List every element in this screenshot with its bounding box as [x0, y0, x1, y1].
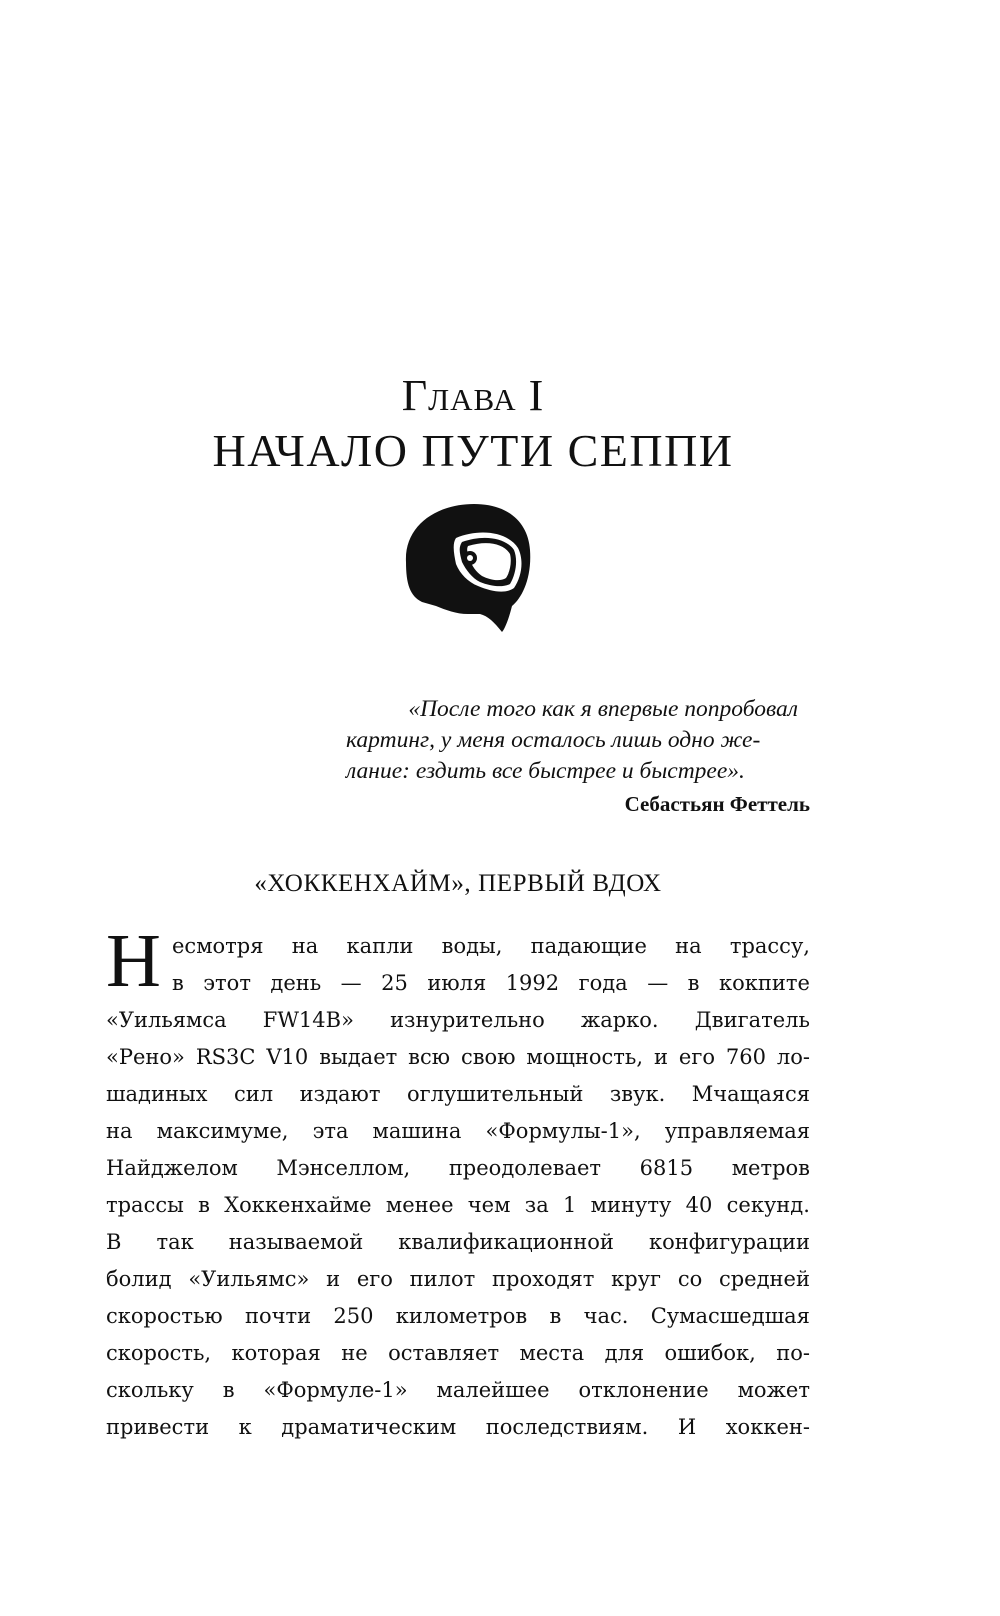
- body-word: квалификационной: [398, 1230, 614, 1254]
- body-word: и: [326, 1267, 341, 1291]
- body-line: [106, 1002, 810, 1039]
- body-word: скоростью: [106, 1304, 223, 1328]
- body-word: Мэнселлом,: [276, 1156, 411, 1180]
- chapter-title: НАЧАЛО ПУТИ СЕППИ: [212, 425, 734, 476]
- body-text: [106, 919, 810, 1446]
- body-word: чем: [467, 1193, 511, 1217]
- body-word: средней: [718, 1267, 810, 1291]
- drop-cap: Н: [106, 919, 161, 1003]
- body-word: жарко.: [580, 1008, 659, 1032]
- body-line: [106, 1113, 810, 1150]
- body-word: машина: [372, 1119, 462, 1143]
- body-word: 1: [563, 1193, 577, 1217]
- body-line: [106, 1261, 810, 1298]
- body-line: [106, 965, 810, 1002]
- body-word: пилот: [409, 1267, 476, 1291]
- body-word: может: [737, 1378, 810, 1402]
- body-line: [106, 1076, 810, 1113]
- body-line: [106, 1150, 810, 1187]
- body-word: Найджелом: [106, 1156, 238, 1180]
- body-word: места: [519, 1341, 585, 1365]
- body-word: отклонение: [578, 1378, 709, 1402]
- body-word: хоккен-: [725, 1415, 810, 1439]
- body-word: И: [677, 1415, 697, 1439]
- epigraph-author: Себастьян Феттель: [624, 792, 810, 816]
- body-word: шадиных: [106, 1082, 208, 1106]
- body-word: всю: [408, 1045, 451, 1069]
- body-word: проходят: [492, 1267, 595, 1291]
- body-word: управляемая: [664, 1119, 810, 1143]
- body-word: кокпите: [718, 971, 810, 995]
- body-word: его: [356, 1267, 393, 1291]
- body-word: июля: [427, 971, 487, 995]
- body-word: километров: [395, 1304, 528, 1328]
- body-word: максимуме,: [156, 1119, 289, 1143]
- body-word: в: [222, 1378, 235, 1402]
- body-word: В: [106, 1230, 122, 1254]
- body-word: не: [341, 1341, 368, 1365]
- body-word: FW14B»: [262, 1008, 354, 1032]
- body-word: и: [653, 1045, 668, 1069]
- body-word: менее: [385, 1193, 454, 1217]
- body-line: [106, 928, 810, 965]
- body-line: [106, 1409, 810, 1446]
- body-word: воды,: [441, 934, 503, 958]
- body-word: 25: [381, 971, 408, 995]
- body-line: [106, 1224, 810, 1261]
- body-word: 6815: [639, 1156, 694, 1180]
- body-word: ошибок,: [664, 1341, 756, 1365]
- body-word: привести: [106, 1415, 210, 1439]
- body-line: [106, 1187, 810, 1224]
- body-word: в: [172, 971, 184, 995]
- body-word: Хоккенхайме: [224, 1193, 372, 1217]
- body-word: на: [291, 934, 319, 958]
- body-word: минуту: [590, 1193, 672, 1217]
- body-word: изнурительно: [390, 1008, 545, 1032]
- body-word: ло-: [776, 1045, 810, 1069]
- chapter-label: Глава I: [401, 371, 545, 420]
- body-word: —: [647, 971, 669, 995]
- body-word: за: [524, 1193, 549, 1217]
- body-word: мощность,: [526, 1045, 644, 1069]
- body-word: конфигурации: [648, 1230, 810, 1254]
- body-word: 1992: [505, 971, 560, 995]
- body-word: преодолевает: [448, 1156, 602, 1180]
- body-line: [106, 1372, 810, 1409]
- body-word: на: [106, 1119, 133, 1143]
- body-word: к: [238, 1415, 252, 1439]
- body-word: для: [604, 1341, 645, 1365]
- body-word: капли: [346, 934, 414, 958]
- body-line: [106, 1335, 810, 1372]
- epigraph-line: картинг, у меня осталось лишь одно же-: [346, 727, 761, 753]
- body-word: трассу,: [729, 934, 810, 958]
- body-word: —: [340, 971, 362, 995]
- body-word: Мчащаяся: [691, 1082, 810, 1106]
- epigraph: [330, 694, 810, 787]
- body-word: есмотря: [172, 934, 264, 958]
- body-word: издают: [299, 1082, 381, 1106]
- epigraph-line: «После того как я впервые попробовал: [408, 696, 798, 722]
- body-word: болид: [106, 1267, 172, 1291]
- body-word: падающие: [530, 934, 647, 958]
- body-word: скольку: [106, 1378, 194, 1402]
- body-word: этот: [203, 971, 251, 995]
- body-word: в: [687, 971, 700, 995]
- body-word: на: [675, 934, 702, 958]
- helmet-icon: [396, 498, 542, 634]
- body-word: по-: [776, 1341, 810, 1365]
- body-word: «Уильямс»: [188, 1267, 310, 1291]
- body-word: выдает: [319, 1045, 398, 1069]
- body-word: метров: [731, 1156, 810, 1180]
- body-word: свою: [460, 1045, 516, 1069]
- body-word: «Рено»: [106, 1045, 185, 1069]
- body-word: трассы: [106, 1193, 184, 1217]
- body-word: оглушительный: [406, 1082, 584, 1106]
- body-word: эта: [312, 1119, 349, 1143]
- body-word: звук.: [609, 1082, 666, 1106]
- body-word: в: [549, 1304, 562, 1328]
- body-word: Сумасшедшая: [650, 1304, 810, 1328]
- section-heading: «ХОККЕНХАЙМ», ПЕРВЫЙ ВДОХ: [254, 870, 662, 897]
- body-line: [106, 1298, 810, 1335]
- body-word: Двигатель: [694, 1008, 810, 1032]
- body-word: день: [270, 971, 322, 995]
- body-word: оставляет: [388, 1341, 500, 1365]
- body-word: называемой: [228, 1230, 364, 1254]
- body-word: малейшее: [436, 1378, 550, 1402]
- body-word: секунд.: [726, 1193, 810, 1217]
- epigraph-line: лание: ездить все быстрее и быстрее».: [346, 758, 745, 784]
- body-word: его: [678, 1045, 715, 1069]
- body-word: 250: [333, 1304, 374, 1328]
- body-word: круг: [611, 1267, 662, 1291]
- body-word: которая: [231, 1341, 321, 1365]
- body-word: час.: [583, 1304, 629, 1328]
- body-line: [106, 1039, 810, 1076]
- body-word: «Формуле-1»: [263, 1378, 408, 1402]
- body-word: 760: [725, 1045, 766, 1069]
- body-word: драматическим: [281, 1415, 457, 1439]
- body-word: сил: [234, 1082, 274, 1106]
- body-word: «Уильямса: [106, 1008, 227, 1032]
- body-word: RS3C: [195, 1045, 256, 1069]
- body-word: 40: [685, 1193, 713, 1217]
- body-word: V10: [266, 1045, 309, 1069]
- body-word: в: [198, 1193, 210, 1217]
- body-word: скорость,: [106, 1341, 212, 1365]
- body-word: со: [677, 1267, 703, 1291]
- body-word: последствиям.: [485, 1415, 649, 1439]
- body-word: так: [156, 1230, 194, 1254]
- body-word: «Формулы-1»,: [485, 1119, 641, 1143]
- body-word: года: [578, 971, 628, 995]
- body-word: почти: [245, 1304, 312, 1328]
